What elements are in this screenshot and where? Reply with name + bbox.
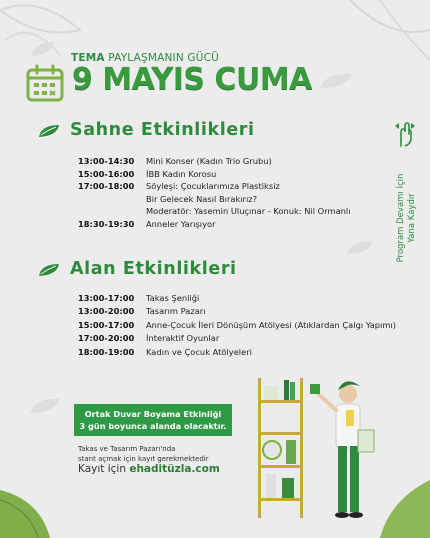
- schedule-time: [78, 193, 146, 206]
- schedule-event: İnteraktif Oyunlar: [146, 333, 220, 344]
- swipe-hand-icon: [393, 120, 417, 148]
- woman-shelf-illustration-icon: [250, 370, 380, 520]
- schedule-row: [78, 155, 351, 168]
- sahne-section-title: Sahne Etkinlikleri: [70, 120, 255, 140]
- alan-section-title: Alan Etkinlikleri: [70, 259, 237, 279]
- schedule-row: [78, 205, 351, 218]
- header-tagline: TEMA PAYLAŞMANIN GÜCÜ: [71, 52, 220, 64]
- schedule-time: 15:00-16:00: [78, 168, 135, 179]
- schedule-row: [78, 193, 351, 206]
- swipe-hint: Program Devamı İçin Yana Kaydır: [396, 173, 417, 263]
- schedule-row: [78, 305, 396, 318]
- leaf-icon: [38, 263, 60, 277]
- date-title: 9 MAYIS CUMA: [72, 62, 312, 97]
- schedule-event: İBB Kadın Korosu: [146, 168, 217, 179]
- leaf-decoration-icon: [28, 395, 62, 415]
- leaf-decoration-icon: [30, 40, 56, 58]
- schedule-event: Anne-Çocuk İleri Dönüşüm Atölyesi (Atıklardan Çalgı Yapımı): [146, 319, 396, 330]
- schedule-event: Mini Konser (Kadın Trio Grubu): [146, 156, 272, 166]
- schedule-time: 13:00-17:00: [78, 293, 135, 303]
- schedule-event: Anneler Yarışıyor: [146, 218, 216, 229]
- schedule-time: 18:00-19:00: [78, 346, 135, 357]
- schedule-time: 17:00-18:00: [78, 181, 135, 191]
- schedule-event: Tasarım Pazarı: [146, 306, 206, 317]
- schedule-event: Bir Gelecek Nasıl Bırakırız?: [146, 193, 258, 204]
- sahne-schedule: [78, 155, 351, 230]
- registration-link[interactable]: Kayıt için ehaditüzla.com: [78, 463, 220, 475]
- leaf-decoration-icon: [345, 238, 375, 256]
- schedule-row: [78, 180, 351, 193]
- schedule-row: [78, 218, 351, 231]
- schedule-time: [78, 205, 146, 218]
- calendar-icon: [26, 64, 64, 102]
- schedule-event: Kadın ve Çocuk Atölyeleri: [146, 346, 252, 357]
- alan-schedule: [78, 292, 396, 359]
- schedule-time: 17:00-20:00: [78, 333, 135, 344]
- schedule-time: 18:30-19:30: [78, 218, 135, 229]
- schedule-time: 15:00-17:00: [78, 319, 135, 330]
- schedule-row: [78, 346, 396, 359]
- schedule-row: [78, 168, 351, 181]
- leaf-icon: [38, 124, 60, 138]
- leaf-decoration-icon: [330, 0, 430, 70]
- info-box: Ortak Duvar Boyama Etkinliği 3 gün boyunca alanda olacaktır.: [74, 404, 232, 436]
- schedule-row: [78, 292, 396, 305]
- schedule-time: 13:00-14:30: [78, 156, 135, 166]
- schedule-row: [78, 332, 396, 345]
- schedule-row: [78, 319, 396, 332]
- leaf-decoration-icon: [0, 470, 60, 538]
- schedule-event: Söyleşi: Çocuklarımıza Plastiksiz: [146, 181, 280, 191]
- schedule-event: Takas Şenliği: [146, 293, 200, 303]
- leaf-decoration-icon: [318, 70, 354, 90]
- schedule-time: 13:00-20:00: [78, 306, 135, 317]
- registration-note: Takas ve Tasarım Pazarı'nda stant açmak için kayıt gerekmektedir: [78, 445, 209, 463]
- schedule-event: Moderatör: Yasemin Uluçınar - Konuk: Nil Ormanlı: [146, 206, 351, 216]
